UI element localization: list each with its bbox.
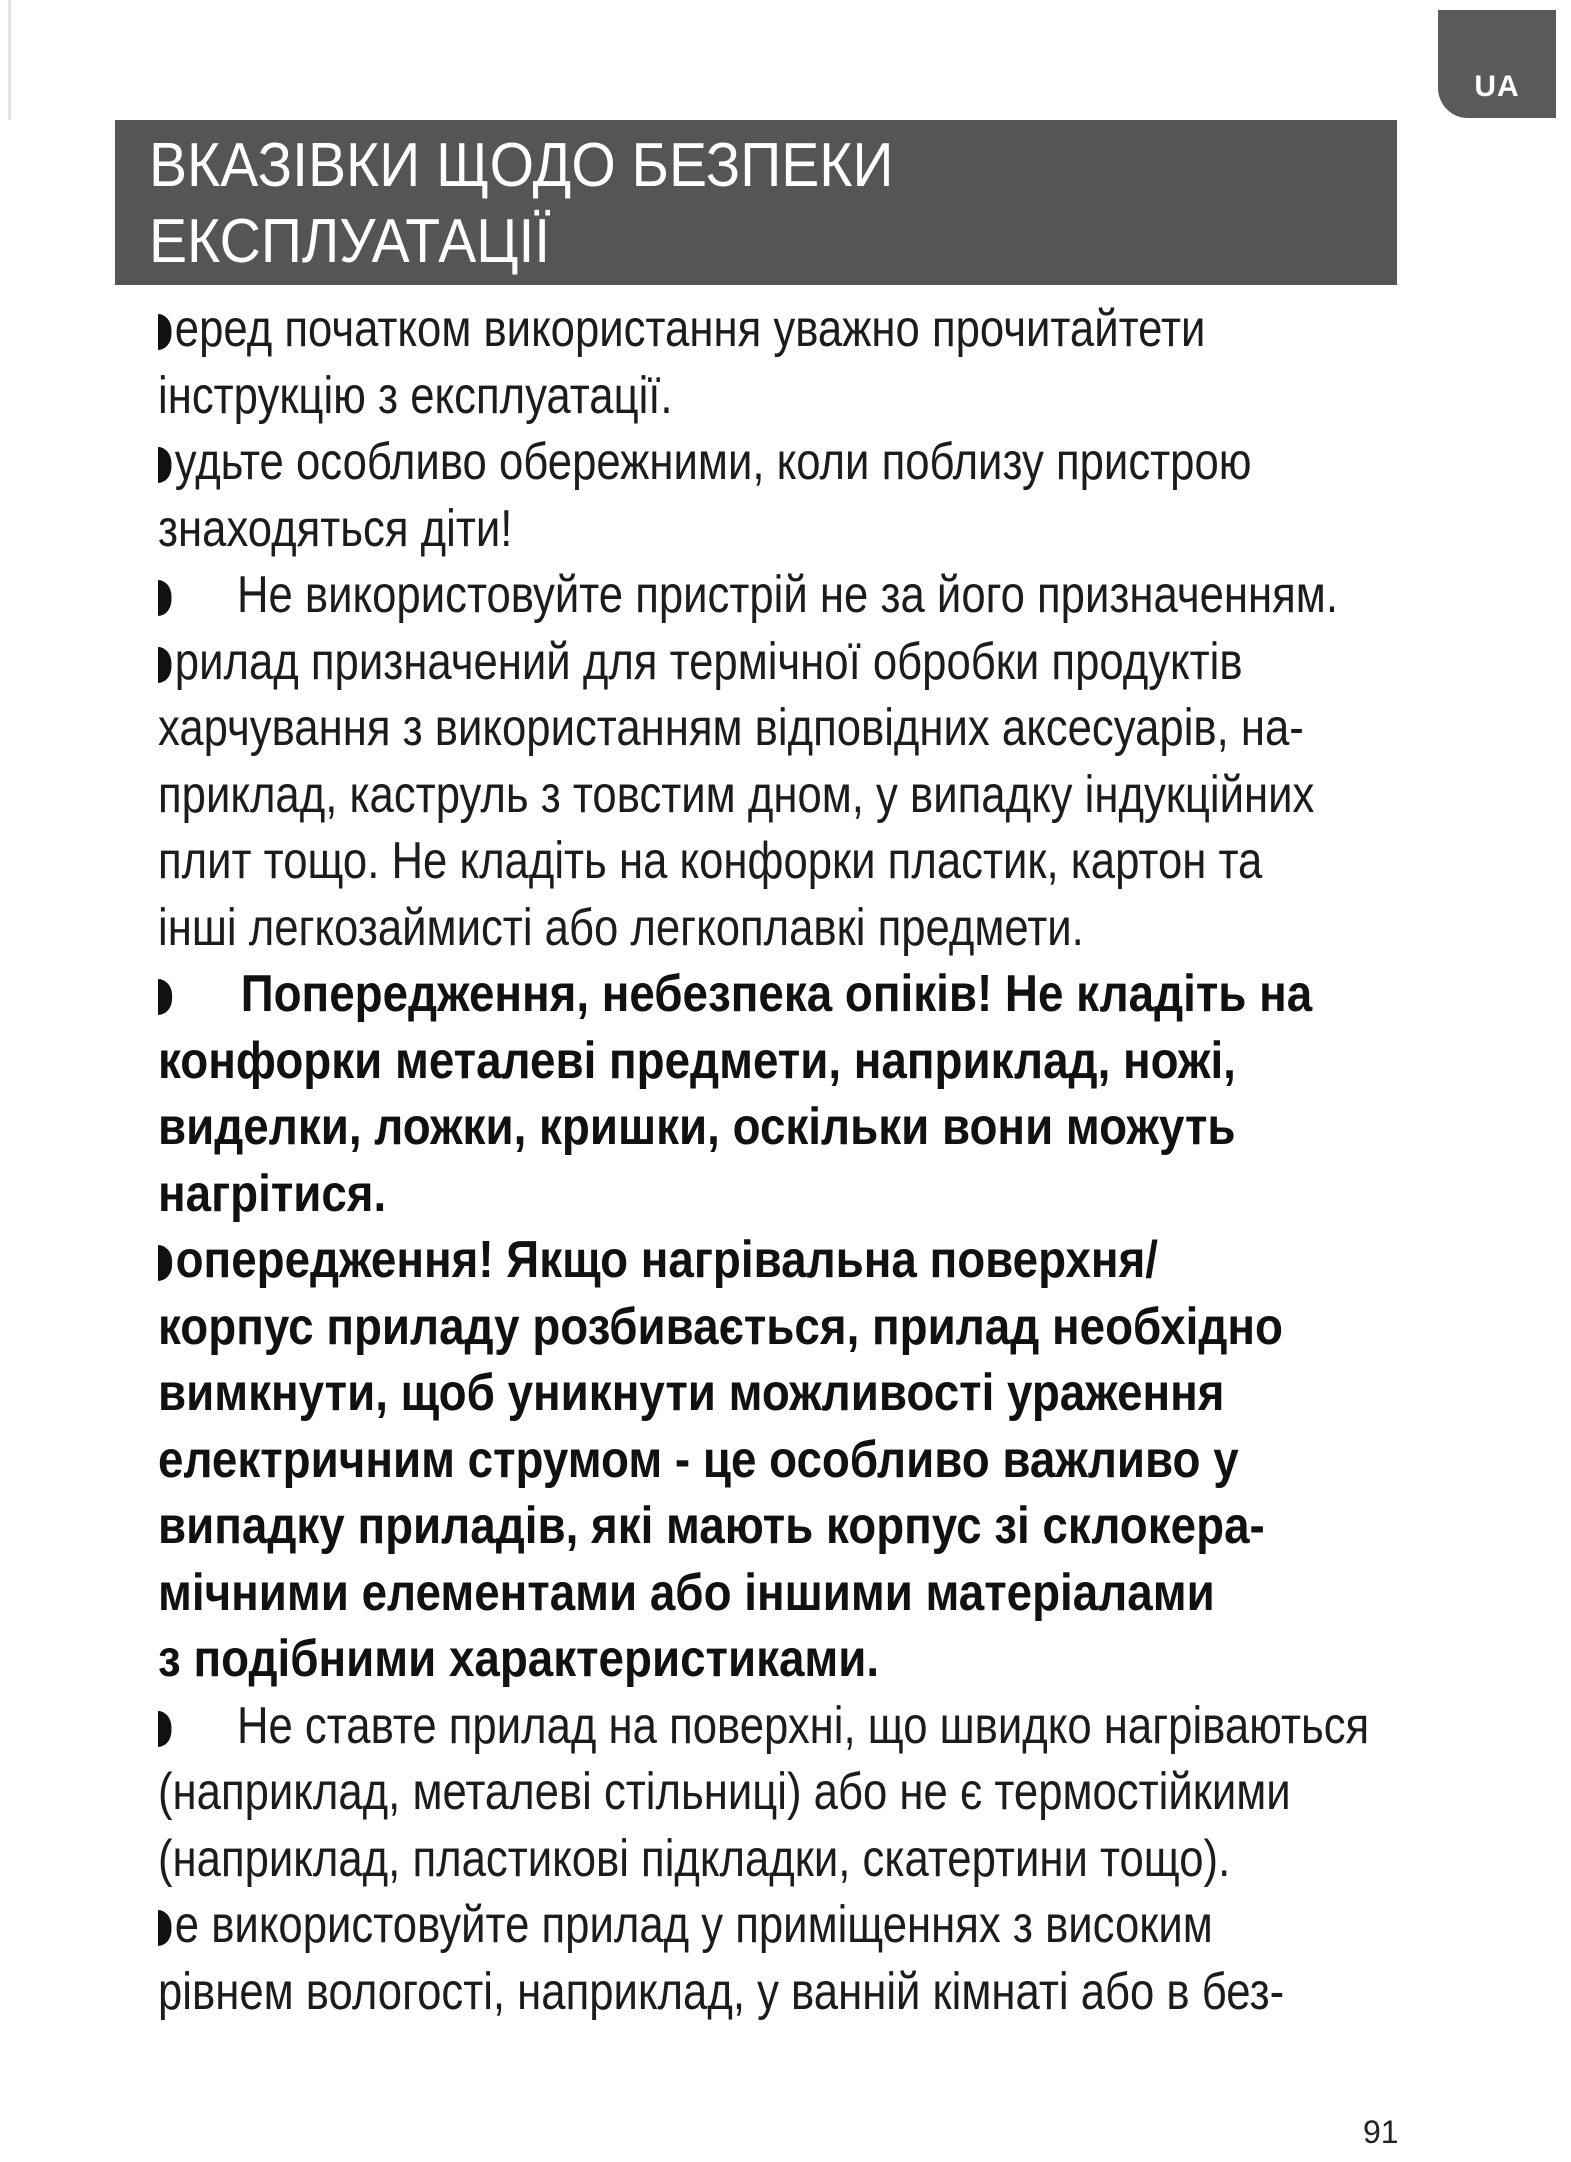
text-line: конфорки металеві предмети, наприклад, ножі, bbox=[158, 1031, 1236, 1090]
text-line: приклад, каструль з товстим дном, у випадку індукційних bbox=[158, 765, 1315, 824]
text-line: (наприклад, пластикові підкладки, скатертини тощо). bbox=[158, 1829, 1231, 1888]
text-line: удьте особливо обережними, коли поблизу пристрою bbox=[158, 429, 1317, 496]
text-line: інші легкозаймисті або легкоплавкі предмети. bbox=[158, 898, 1084, 957]
text-line: електричним струмом - це особливо важливо у bbox=[158, 1430, 1239, 1489]
paragraph-humidity-warning bbox=[158, 1892, 1538, 2025]
bullet-icon bbox=[158, 1245, 172, 1281]
text-line: виделки, ложки, кришки, оскільки вони можуть bbox=[158, 1098, 1236, 1156]
text-line: Не ставте прилад на поверхні, що швидко нагріваються bbox=[158, 1693, 1317, 1760]
text-line: вимкнути, щоб уникнути можливості ураження bbox=[158, 1364, 1225, 1422]
safety-instructions bbox=[158, 296, 1538, 2025]
paragraph-read-manual bbox=[158, 296, 1538, 429]
text-line: знаходяться діти! bbox=[158, 499, 513, 558]
paragraph-cracked-surface-warning bbox=[158, 1227, 1538, 1693]
section-title-line-1: ВКАЗІВКИ ЩОДО БЕЗПЕКИ bbox=[149, 131, 894, 200]
language-tab bbox=[1438, 10, 1556, 118]
text-line: мічними елементами або іншими матеріалами bbox=[158, 1563, 1215, 1622]
text-line: рилад призначений для термічної обробки продуктів bbox=[158, 629, 1317, 696]
paragraph-burn-warning bbox=[158, 961, 1538, 1227]
text-line: Попередження, небезпека опіків! Не кладіть на bbox=[158, 961, 1372, 1028]
paragraph-children-warning bbox=[158, 429, 1538, 562]
bullet-icon bbox=[158, 314, 171, 350]
bullet-icon bbox=[158, 1711, 171, 1747]
text-line: е використовуйте прилад у приміщеннях з високим bbox=[158, 1892, 1317, 1959]
text-line: (наприклад, металеві стільниці) або не є термостійкими bbox=[158, 1763, 1291, 1821]
text-line: плит тощо. Не кладіть на конфорки пластик, картон та bbox=[158, 832, 1263, 890]
section-title-line-2: ЕКСПЛУАТАЦІЇ bbox=[149, 207, 551, 276]
text-line: Не використовуйте пристрій не за його призначенням. bbox=[158, 562, 1317, 629]
text-line: рівнем вологості, наприклад, у ванній кімнаті або в без- bbox=[158, 1962, 1285, 2021]
bullet-icon bbox=[158, 1910, 171, 1946]
text-line: нагрітися. bbox=[158, 1164, 387, 1223]
text-line: харчування з використанням відповідних аксесуарів, на- bbox=[158, 699, 1304, 757]
text-line: інструкцію з експлуатації. bbox=[158, 366, 673, 425]
bullet-icon bbox=[158, 447, 171, 483]
text-line: еред початком використання уважно прочитайтети bbox=[158, 296, 1317, 363]
language-code: UA bbox=[1474, 70, 1520, 103]
text-line: випадку приладів, які мають корпус зі склокера- bbox=[158, 1497, 1265, 1555]
text-line: корпус приладу розбивається, прилад необхідно bbox=[158, 1297, 1283, 1356]
text-line: опередження! Якщо нагрівальна поверхня/ bbox=[158, 1227, 1372, 1294]
bullet-icon bbox=[158, 979, 172, 1015]
bullet-icon bbox=[158, 647, 171, 683]
page-number: 91 bbox=[1363, 2114, 1399, 2150]
page-edge-rule bbox=[8, 0, 11, 120]
text-line: з подібними характеристиками. bbox=[158, 1630, 880, 1688]
section-header bbox=[115, 120, 1397, 285]
paragraph-hot-surfaces bbox=[158, 1693, 1538, 1893]
bullet-icon bbox=[158, 580, 171, 616]
paragraph-appliance-purpose bbox=[158, 629, 1538, 962]
paragraph-intended-use bbox=[158, 562, 1538, 629]
